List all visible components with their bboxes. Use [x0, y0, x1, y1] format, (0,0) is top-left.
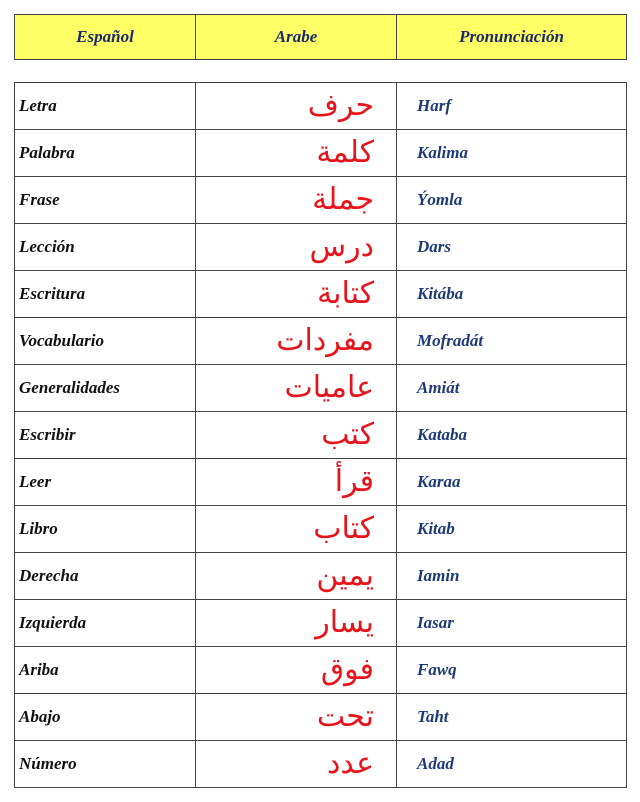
table-row — [15, 224, 627, 271]
vocabulary-table-body — [15, 83, 627, 788]
table-row — [15, 83, 627, 130]
table-row — [15, 130, 627, 177]
pronunciation: Kataba — [397, 412, 627, 459]
spanish-word: Libro — [15, 506, 196, 553]
spanish-word: Escribir — [15, 412, 196, 459]
table-row — [15, 741, 627, 788]
arabic-word: درس — [196, 224, 397, 271]
spanish-word: Generalidades — [15, 365, 196, 412]
header-table — [14, 14, 627, 60]
pronunciation: Adad — [397, 741, 627, 788]
column-header-pronunciation: Pronunciación — [397, 15, 627, 60]
table-row — [15, 647, 627, 694]
table-row — [15, 365, 627, 412]
spanish-word: Leer — [15, 459, 196, 506]
spanish-word: Derecha — [15, 553, 196, 600]
pronunciation: Mofradát — [397, 318, 627, 365]
arabic-word: كتب — [196, 412, 397, 459]
table-row — [15, 506, 627, 553]
spanish-word: Abajo — [15, 694, 196, 741]
arabic-word: يمين — [196, 553, 397, 600]
pronunciation: Amiát — [397, 365, 627, 412]
column-header-spanish: Español — [15, 15, 196, 60]
pronunciation: Ýomla — [397, 177, 627, 224]
arabic-word: كتاب — [196, 506, 397, 553]
arabic-word: جملة — [196, 177, 397, 224]
table-row — [15, 459, 627, 506]
pronunciation: Iamin — [397, 553, 627, 600]
column-header-arabic: Arabe — [196, 15, 397, 60]
table-row — [15, 271, 627, 318]
spanish-word: Lección — [15, 224, 196, 271]
spanish-word: Escritura — [15, 271, 196, 318]
table-row — [15, 553, 627, 600]
pronunciation: Kitab — [397, 506, 627, 553]
arabic-word: حرف — [196, 83, 397, 130]
arabic-word: عدد — [196, 741, 397, 788]
spanish-word: Letra — [15, 83, 196, 130]
header-row — [15, 15, 627, 60]
pronunciation: Karaa — [397, 459, 627, 506]
arabic-word: يسار — [196, 600, 397, 647]
arabic-word: كلمة — [196, 130, 397, 177]
spanish-word: Palabra — [15, 130, 196, 177]
pronunciation: Kalima — [397, 130, 627, 177]
pronunciation: Dars — [397, 224, 627, 271]
spanish-word: Frase — [15, 177, 196, 224]
arabic-word: تحت — [196, 694, 397, 741]
arabic-word: عاميات — [196, 365, 397, 412]
spanish-word: Izquierda — [15, 600, 196, 647]
pronunciation: Fawq — [397, 647, 627, 694]
table-row — [15, 318, 627, 365]
arabic-word: فوق — [196, 647, 397, 694]
spanish-word: Número — [15, 741, 196, 788]
pronunciation: Harf — [397, 83, 627, 130]
arabic-word: كتابة — [196, 271, 397, 318]
arabic-word: قرأ — [196, 459, 397, 506]
arabic-word: مفردات — [196, 318, 397, 365]
spanish-word: Ariba — [15, 647, 196, 694]
table-row — [15, 177, 627, 224]
pronunciation: Taht — [397, 694, 627, 741]
table-row — [15, 694, 627, 741]
pronunciation: Kitába — [397, 271, 627, 318]
pronunciation: Iasar — [397, 600, 627, 647]
vocabulary-table — [14, 82, 627, 788]
table-row — [15, 600, 627, 647]
spanish-word: Vocabulario — [15, 318, 196, 365]
table-row — [15, 412, 627, 459]
